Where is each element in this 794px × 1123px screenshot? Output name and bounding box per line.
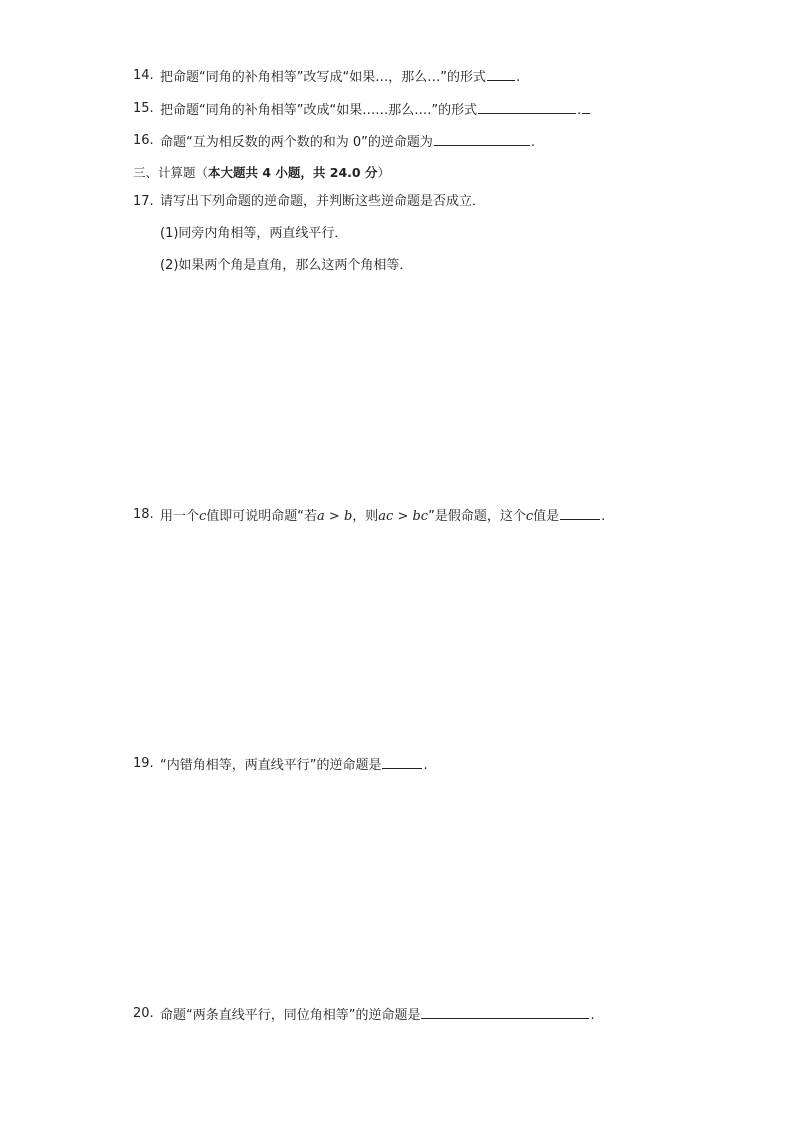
answer-blank[interactable] [434,133,530,146]
question-text: 把命题“同角的补角相等”改成“如果……那么….”的形式 [160,103,478,118]
answer-blank[interactable] [487,68,515,81]
question-number: 19. [133,756,154,771]
question-text: 请写出下列命题的逆命题，并判断这些逆命题是否成立． [160,194,486,209]
question-text: 命题“互为相反数的两个数的和为 0”的逆命题为 [160,135,433,150]
sub-question-text: (2)如果两个角是直角，那么这两个角相等． [160,258,413,273]
math-variable-c: c [525,509,534,524]
math-expression: a > b [317,509,353,524]
period: . [590,1008,595,1023]
answer-blank[interactable] [382,756,422,769]
answer-blank[interactable] [478,101,576,114]
sub-question-text: (1)同旁内角相等，两直线平行． [160,226,348,241]
question-number: 14. [133,68,154,83]
math-expression: ac > bc [378,509,429,524]
period: . [423,758,428,773]
question-number: 18. [133,507,154,522]
answer-blank-tail [582,101,590,114]
answer-blank[interactable] [560,507,600,520]
answer-blank[interactable] [421,1006,589,1019]
period: . [601,509,606,524]
question-text: “内错角相等，两直线平行”的逆命题是 [160,758,382,773]
question-number: 20. [133,1006,154,1021]
question-text: 命题“两条直线平行，同位角相等”的逆命题是 [160,1008,421,1023]
question-number: 16. [133,133,154,148]
question-number: 17. [133,194,154,209]
question-number: 15. [133,101,154,116]
question-text: 把命题“同角的补角相等”改写成“如果…，那么…”的形式 [160,70,486,85]
section-header-computation: 三、计算题（本大题共 4 小题，共 24.0 分） [133,165,390,180]
math-variable-c: c [199,509,207,524]
period: . [530,135,536,150]
period: . [577,103,582,118]
period: . [515,70,521,85]
